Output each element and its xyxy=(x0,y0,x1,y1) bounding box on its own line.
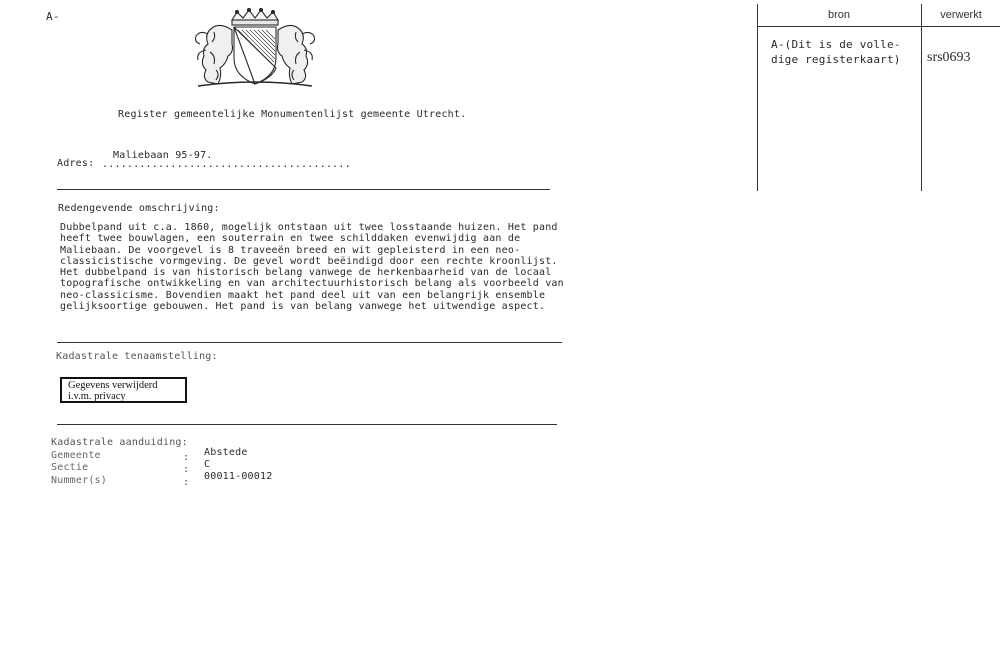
privacy-redaction-box: Gegevens verwijderd i.v.m. privacy xyxy=(60,377,187,403)
field-colon: : xyxy=(183,477,190,488)
bron-note: A-(Dit is de volle- dige registerkaart) xyxy=(771,38,901,66)
table-border xyxy=(757,4,758,191)
redengevende-omschrijving-text: Dubbelpand uit c.a. 1860, mogelijk ontstaan uit twee losstaande huizen. Het pand heeft twee bouwlagen, een souterrain en twee schilddaken evenwijdig aan de Maliebaan. De voorgevel is 8 traveeën breed en wit gepleisterd in een neo- classicistische vormgeving. De gevel wordt beëindigd door een rechte kroonlijst. Het dubbelpand is van historisch belang vanwege de herkenbaarheid van de locaal topografische ontwikkeling en van architectuurhistorisch belang als voorbeeld van neo-classicisme. Bovendien maakt het pand deel uit van een belangrijk ensemble gelijksoortige gebouwen. Het pand is van belang vanwege het uitwendige aspect. xyxy=(60,222,564,313)
kadastrale-tenaamstelling-label: Kadastrale tenaamstelling: xyxy=(56,351,218,362)
kadastrale-aanduiding-label: Kadastrale aanduiding: xyxy=(51,437,188,448)
coat-of-arms-icon xyxy=(192,8,317,90)
nummers-label: Nummer(s) xyxy=(51,475,107,486)
adres-label: Adres: xyxy=(57,158,95,169)
corner-label: A- xyxy=(46,10,60,23)
bron-column-header: bron xyxy=(827,9,851,21)
table-border xyxy=(921,4,922,191)
gemeente-label: Gemeente xyxy=(51,450,101,461)
sectie-value: C xyxy=(204,459,211,470)
divider xyxy=(57,189,550,190)
field-colon: : xyxy=(183,452,190,463)
divider xyxy=(57,342,562,343)
register-table xyxy=(757,4,1000,192)
verwerkt-value: srs0693 xyxy=(927,50,971,65)
table-header-divider xyxy=(757,26,1000,27)
adres-value: Maliebaan 95-97. xyxy=(113,150,213,161)
field-colon: : xyxy=(183,464,190,475)
redengevende-omschrijving-label: Redengevende omschrijving: xyxy=(58,203,220,214)
gemeente-value: Abstede xyxy=(204,447,248,458)
sectie-label: Sectie xyxy=(51,462,89,473)
nummers-value: 00011-00012 xyxy=(204,471,273,482)
register-title: Register gemeentelijke Monumentenlijst gemeente Utrecht. xyxy=(118,109,467,120)
adres-dotted-line: ........................................ xyxy=(102,159,351,170)
verwerkt-column-header: verwerkt xyxy=(940,9,982,21)
divider xyxy=(57,424,557,425)
